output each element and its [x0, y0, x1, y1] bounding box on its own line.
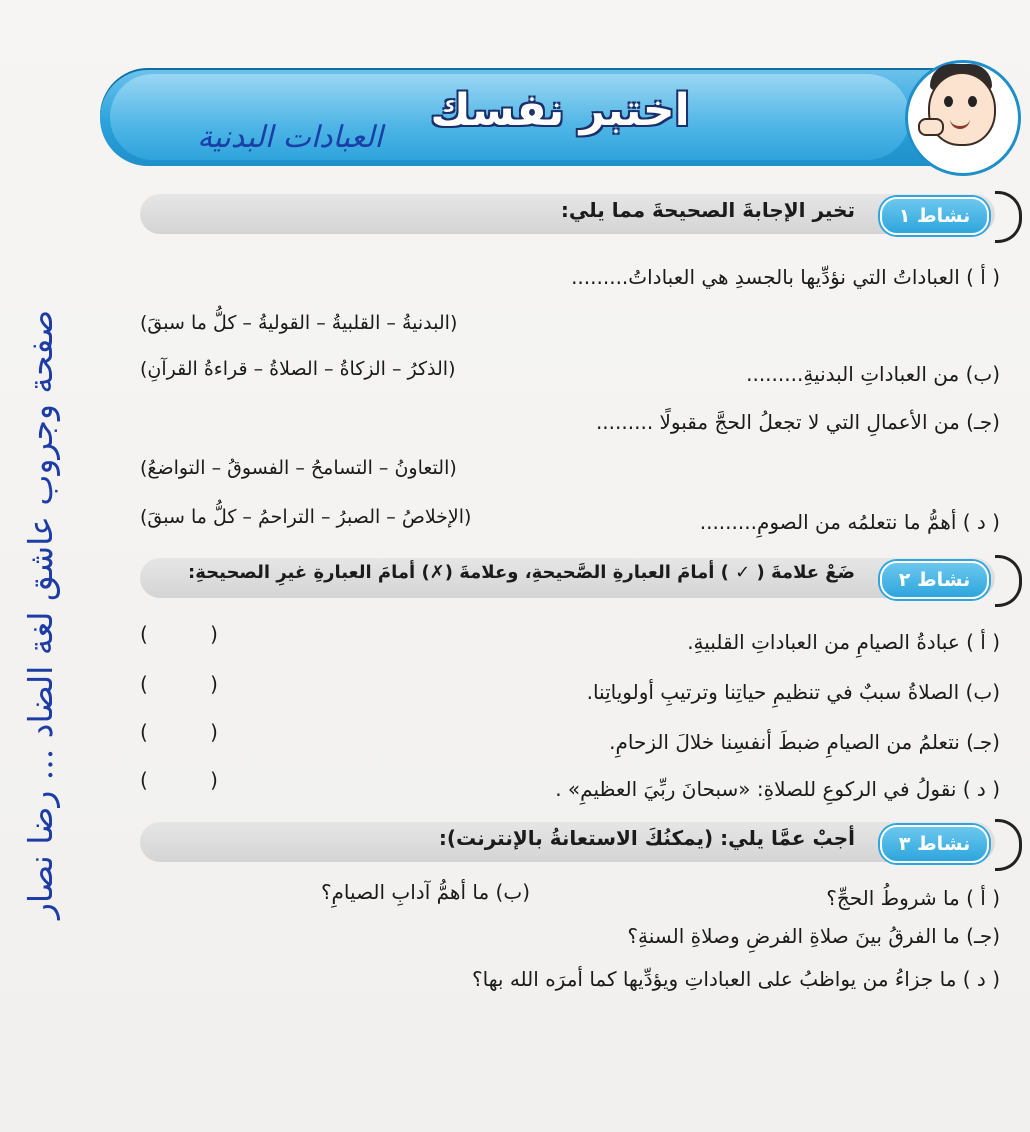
page-title: اختبر نفسك — [430, 85, 690, 136]
activity1-choices-a: (البدنيةُ – القلبيةُ – القوليةُ – كلُّ ما سبقَ) — [140, 312, 458, 334]
activity1-choices-c: (التعاونُ – التسامحُ – الفسوقُ – التواضعُ) — [140, 457, 457, 479]
mascot-eye-icon — [968, 96, 977, 107]
activity2-answer-box-b[interactable]: ( ) — [140, 672, 246, 696]
activity3-bar-edge — [995, 819, 1022, 871]
activity3-question-d: ( د ) ما جزاءُ من يواظبُ على العباداتِ ويؤدِّيها كما أمرَه الله بها؟ — [471, 967, 1000, 991]
activity1-choices-d: (الإخلاصُ – الصبرُ – التراحمُ – كلُّ ما سبقَ) — [140, 506, 472, 528]
side-handwritten-note: صفحة وجروب عاشق لغة الضاد ... رضا نصار — [21, 310, 60, 920]
mascot-hand-icon — [918, 118, 944, 136]
activity2-answer-box-d[interactable]: ( ) — [140, 768, 246, 792]
activity1-item-b: (ب) من العباداتِ البدنيةِ......... — [746, 362, 1000, 386]
activity2-answer-box-c[interactable]: ( ) — [140, 720, 246, 744]
activity1-heading: تخير الإجابةَ الصحيحةَ مما يلي: — [560, 198, 855, 222]
activity2-statement-d: ( د ) نقولُ في الركوعِ للصلاةِ: «سبحانَ ربِّيَ العظيمِ» . — [555, 777, 1000, 801]
activity1-badge: نشاط ١ — [880, 197, 989, 235]
activity3-heading: أجبْ عمَّا يلي: (يمكنُكَ الاستعانةُ بالإنترنت): — [438, 826, 855, 850]
activity2-bar-edge — [995, 555, 1022, 607]
activity2-statement-c: (جـ) نتعلمُ من الصيامِ ضبطَ أنفسِنا خلالَ الزحامِ. — [609, 730, 1000, 754]
activity1-item-c: (جـ) من الأعمالِ التي لا تجعلُ الحجَّ مقبولًا ......... — [595, 410, 1000, 434]
activity2-heading: ضَعْ علامةَ ( ✓ ) أمامَ العبارةِ الصَّحيحةِ، وعلامةَ (✗) أمامَ العبارةِ غيرِ الصحيحةِ: — [188, 562, 855, 583]
activity3-badge: نشاط ٣ — [880, 825, 989, 863]
activity1-item-a: ( أ ) العباداتُ التي نؤدِّيها بالجسدِ هي العباداتُ......... — [571, 265, 1000, 289]
handwritten-subtitle: العبادات البدنية — [197, 120, 383, 155]
activity1-bar-edge — [995, 191, 1022, 243]
activity3-question-b: (ب) ما أهمُّ آدابِ الصيامِ؟ — [320, 880, 530, 904]
activity3-question-a: ( أ ) ما شروطُ الحجِّ؟ — [826, 886, 1000, 910]
activity1-choices-b: (الذكرُ – الزكاةُ – الصلاةُ – قراءةُ القرآنِ) — [140, 358, 456, 380]
activity2-badge: نشاط ٢ — [880, 561, 989, 599]
activity2-answer-box-a[interactable]: ( ) — [140, 622, 246, 646]
activity2-statement-b: (ب) الصلاةُ سببٌ في تنظيمِ حياتِنا وترتيبِ أولوياتِنا. — [586, 680, 1000, 704]
activity2-statement-a: ( أ ) عبادةُ الصيامِ من العباداتِ القلبيةِ. — [687, 630, 1000, 654]
activity3-question-c: (جـ) ما الفرقُ بينَ صلاةِ الفرضِ وصلاةِ السنةِ؟ — [627, 924, 1000, 948]
activity1-item-d: ( د ) أهمُّ ما نتعلمُه من الصومِ......... — [699, 510, 1000, 534]
mascot-eye-icon — [944, 96, 953, 107]
